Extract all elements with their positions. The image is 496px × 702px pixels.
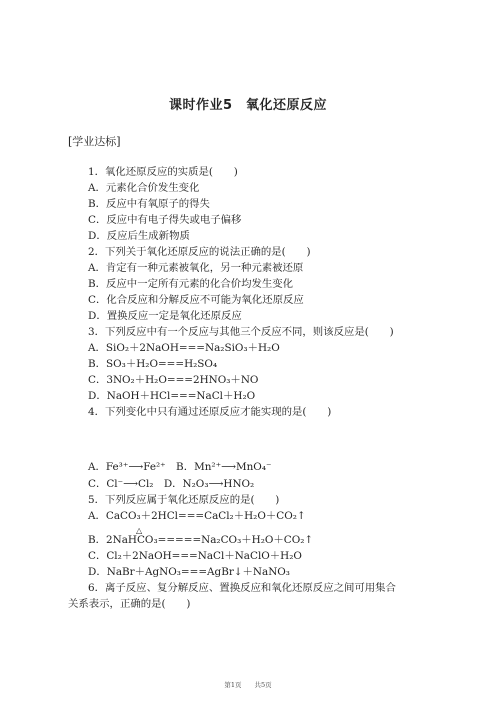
q4-options-cd: C．Cl⁻⟶Cl₂ D．N₂O₃⟶HNO₂ [88, 478, 255, 490]
q2-option-a: A．肯定有一种元素被氧化，另一种元素被还原 [88, 262, 304, 274]
q5-option-d: D．NaBr＋AgNO₃===AgBr↓＋NaNO₃ [88, 566, 290, 578]
q5-option-a: A．CaCO₃＋2HCl===CaCl₂＋H₂O＋CO₂↑ [88, 510, 306, 522]
q5-option-b [88, 526, 314, 547]
q3-option-d: D．NaOH＋HCl===NaCl＋H₂O [88, 390, 256, 402]
q1-option-a: A．元素化合价发生变化 [88, 182, 200, 194]
question-6-continued: 关系表示，正确的是( ) [68, 598, 191, 610]
q5-option-c: C．Cl₂＋2NaOH===NaCl＋NaClO＋H₂O [88, 550, 302, 562]
q5-option-b-text: B．2NaHCO₃=====Na₂CO₃＋H₂O＋CO₂↑ [88, 534, 314, 546]
section-heading: [学业达标] [68, 135, 121, 148]
question-2: 2．下列关于氧化还原反应的说法正确的是( ) [88, 246, 311, 258]
q1-option-c: C．反应中有电子得失或电子偏移 [88, 214, 242, 226]
q2-option-c: C．化合反应和分解反应不可能为氧化还原反应 [88, 294, 304, 306]
q2-option-d: D．置换反应一定是氧化还原反应 [88, 310, 242, 322]
question-6: 6．离子反应、复分解反应、置换反应和氧化还原反应之间可用集合 [88, 582, 396, 594]
heat-symbol: △ [136, 526, 143, 535]
question-5: 5．下列反应属于氧化还原反应的是( ) [88, 494, 280, 506]
q4-options-ab: A．Fe³⁺⟶Fe²⁺ B．Mn²⁺⟶MnO₄⁻ [88, 461, 272, 473]
q3-option-c: C．3NO₂＋H₂O===2HNO₃＋NO [88, 374, 259, 386]
page-title: 课时作业5 氧化还原反应 [168, 98, 328, 113]
q3-option-a: A．SiO₂＋2NaOH===Na₂SiO₃＋H₂O [88, 342, 280, 354]
q3-option-b: B．SO₃＋H₂O===H₂SO₄ [88, 358, 218, 370]
q1-option-b: B．反应中有氧原子的得失 [88, 198, 210, 210]
question-1: 1．氧化还原反应的实质是( ) [88, 166, 238, 178]
page-footer: 第1页 共5页 [224, 681, 272, 689]
question-3: 3．下列反应中有一个反应与其他三个反应不同，则该反应是( ) [88, 326, 394, 338]
q2-option-b: B．反应中一定所有元素的化合价均发生变化 [88, 278, 294, 290]
q1-option-d: D．反应后生成新物质 [88, 230, 190, 242]
question-4: 4．下列变化中只有通过还原反应才能实现的是( ) [88, 406, 332, 418]
